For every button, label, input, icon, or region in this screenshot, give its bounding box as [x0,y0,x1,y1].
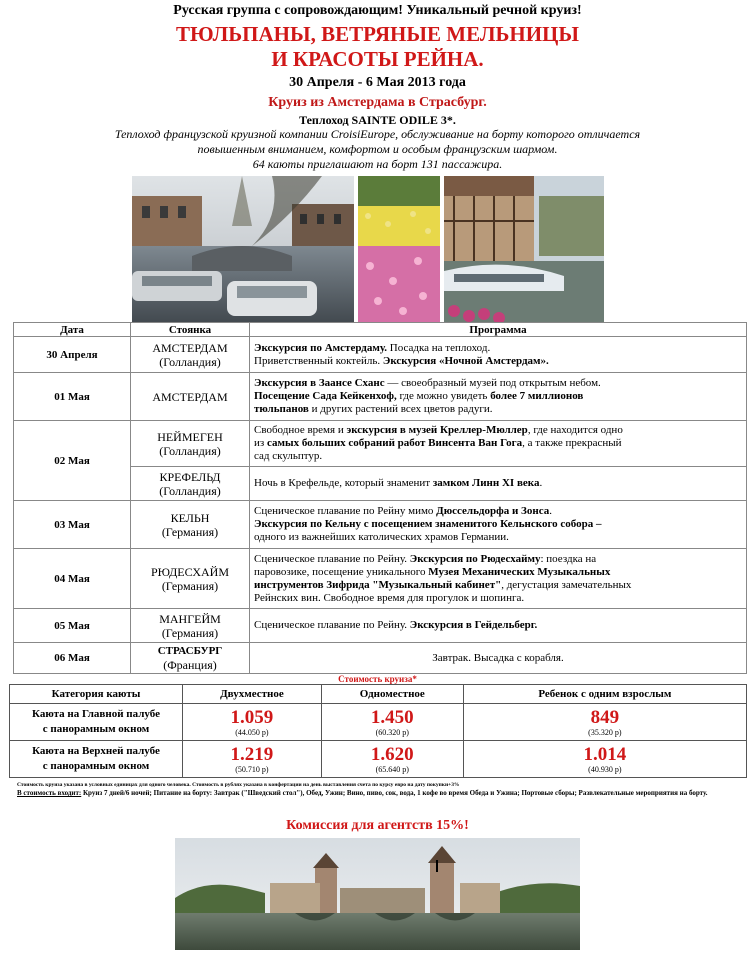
price-rub: (44.050 р) [235,727,269,737]
table-row [14,549,747,609]
day-program [250,373,747,421]
stop-country: (Голландия) [159,354,221,369]
price-single [321,741,463,778]
header-subtitle: Русская группа с сопровождающим! Уникальный речной круиз! [173,3,582,18]
program-text: Приветственный коктейль. [254,354,383,367]
day-program [250,421,747,467]
col-header-category: Категория каюты [10,685,183,704]
day-stop [131,421,250,467]
program-text: , а также прекрасный [522,437,622,449]
day-date: 05 Мая [14,609,131,643]
program-bold: Экскурсия в Заансе Сханс [254,377,385,389]
intro-line: 64 каюты приглашают на борт 131 пассажира. [252,157,503,171]
day-stop [131,643,250,674]
program-bold: замком Линн XI века [432,477,540,489]
day-program [250,467,747,501]
price-value: 1.620 [370,743,414,765]
price-value: 849 [590,706,620,728]
cabin-category-line: с панорамным окном [42,723,150,735]
amsterdam-canal-photo [132,176,354,322]
stop-city: АМСТЕРДАМ [152,389,228,404]
stop-country: (Голландия) [159,443,221,458]
price-rub: (40.930 р) [588,764,622,774]
table-row [14,501,747,549]
price-value: 1.014 [583,743,627,765]
table-row [14,643,747,674]
intro-line: повышенным вниманием, комфортом и особым французским шармом. [197,142,558,156]
day-stop [131,501,250,549]
day-program [250,337,747,373]
program-text: . [539,477,543,489]
stop-city: НЕЙМЕГЕН [157,429,223,444]
program-bold: инструментов Зифрида "Музыкальный кабинет" [254,578,502,591]
table-row [10,704,747,741]
program-text: сад скульптур. [254,450,323,462]
program-text: паровозике, посещение уникального [254,565,429,578]
day-program [250,501,747,549]
price-rub: (50.710 р) [235,764,269,774]
day-date: 30 Апреля [14,337,131,373]
program-text: Посадка на теплоход. [387,341,491,354]
table-row [14,421,747,467]
program-bold: более 7 миллионов [490,390,584,402]
pricing-title: Стоимость круиза* [338,674,417,684]
program-text: Завтрак. Высадка с корабля. [432,651,564,664]
price-rub: (60.320 р) [375,727,409,737]
program-bold: Экскурсия по Амстердаму. [254,341,387,354]
program-text: , дегустация замечательных [501,578,632,591]
day-program [250,609,747,643]
day-date: 01 Мая [14,373,131,421]
price-child [463,704,746,741]
cabin-category-line: Каюта на Верхней палубе [32,745,160,757]
stop-country: (Франция) [163,658,217,672]
stop-country: (Германия) [161,625,219,640]
tulip-field-photo [358,176,440,322]
pricing-header-row [10,685,747,704]
table-row [14,373,747,421]
included-label: В стоимость входит: [17,789,82,797]
col-header-date: Дата [14,323,131,337]
price-value: 1.450 [370,706,414,728]
intro-line: Теплоход французской круизной компании CroisiEurope, обслуживание на борту которого отличается [114,127,641,141]
stop-city: КРЕФЕЛЬД [159,469,221,484]
cabin-category-line: Каюта на Главной палубе [32,708,160,720]
included-text: Круиз 7 дней/6 ночей; Питание на борту: Завтрак ("Шведский стол"), Обед, Ужин; Вино, пиво, сок, вода, 1 кофе во время Обеда и Ужина; Портовые сборы; Развлекательные мероприятия на борту. [81,789,708,797]
program-bold: Экскурсия по Кельну с посещением знаменитого Кельнского собора – [254,518,602,530]
program-text: — своеобразный музей под открытым небом. [384,377,601,389]
stop-city: КЕЛЬН [170,510,210,525]
program-bold: Экскурсия по Рюдесхайму [409,552,541,565]
col-header-double: Двухместное [183,685,322,704]
program-bold: самых больших собраний работ Винсента Ван Гога [266,437,523,449]
program-text: одного из важнейших католических храмов Германии. [254,531,509,543]
cruise-route: Круиз из Амстердама в Страсбург. [268,95,487,110]
strasbourg-panorama-photo [175,838,580,950]
day-program [250,643,747,674]
price-double [183,704,322,741]
cabin-category [10,704,183,741]
stop-city: СТРАСБУРГ [157,645,223,657]
table-row [10,741,747,778]
stop-country: (Голландия) [159,483,221,498]
program-text: Свободное время и [254,424,347,436]
program-text: Сценическое плавание по Рейну. [254,619,410,631]
agency-commission: Комиссия для агентств 15%! [286,818,469,833]
col-header-single: Одноместное [321,685,463,704]
program-bold: экскурсия в музей Креллер-Мюллер [346,424,528,436]
day-stop [131,549,250,609]
stop-country: (Германия) [161,578,219,593]
day-stop [131,467,250,501]
program-bold: Музея Механических Музыкальных [428,565,611,578]
stop-city: МАНГЕЙМ [159,611,221,626]
day-date: 06 Мая [14,643,131,674]
main-title-line2: И КРАСОТЫ РЕЙНА. [271,47,484,71]
program-text: Рейнских вин. Свободное время для прогулок и шопинга. [254,591,525,604]
day-stop [131,373,250,421]
program-bold: Экскурсия «Ночной Амстердам». [382,354,549,367]
ship-name: Теплоход SAINTE ODILE 3*. [299,113,456,127]
price-rub: (65.640 р) [375,764,409,774]
day-date: 02 Мая [14,421,131,501]
price-child [463,741,746,778]
program-table [13,322,747,674]
program-bold: Дюссельдорфа и Зонса [436,505,550,517]
col-header-child: Ребенок с одним взрослым [463,685,746,704]
stop-country: (Германия) [161,524,219,539]
day-date: 03 Мая [14,501,131,549]
day-stop [131,609,250,643]
main-title [0,22,755,72]
day-program [250,549,747,609]
program-text: Сценическое плавание по Рейну. [254,552,410,565]
program-bold: Посещение Сада Кейкенхоф, [254,390,397,402]
table-row [14,609,747,643]
program-bold: тюльпанов [254,403,309,415]
program-text: , где находится одно [527,424,623,436]
main-title-line1: ТЮЛЬПАНЫ, ВЕТРЯНЫЕ МЕЛЬНИЦЫ [176,22,579,46]
program-text: где можно увидеть [396,390,491,402]
stop-city: АМСТЕРДАМ [152,340,228,355]
intro-text [0,127,755,172]
cruise-dates: 30 Апреля - 6 Мая 2013 года [289,75,466,90]
program-text: и других растений всех цветов радуги. [308,403,493,415]
program-bold: Экскурсия в Гейдельберг. [409,619,538,631]
price-single [321,704,463,741]
program-text: Ночь в Крефельде, который знаменит [254,477,433,489]
price-value: 1.219 [230,743,274,765]
program-text: из [254,437,267,449]
strasbourg-photo [444,176,604,322]
price-value: 1.059 [230,706,274,728]
price-double [183,741,322,778]
col-header-stop: Стоянка [131,323,250,337]
stop-city: РЮДЕСХАЙМ [151,564,229,579]
table-row [14,337,747,373]
day-stop [131,337,250,373]
cabin-category [10,741,183,778]
day-date: 04 Мая [14,549,131,609]
program-text: : поездка на [540,552,597,565]
program-text: Сценическое плавание по Рейну мимо [254,505,437,517]
col-header-program: Программа [250,323,747,337]
program-text: . [549,505,552,517]
footnote-line: Стоимость круиза указана в условных единицах для одного человека. Стоимость в рублях указана в конфертации на день выставления счета по курсу евро на дату покупки+3% [17,782,460,788]
program-header-row [14,323,747,337]
footnote [17,781,747,798]
pricing-table [9,684,747,778]
price-rub: (35.320 р) [588,727,622,737]
cabin-category-line: с панорамным окном [42,760,150,772]
